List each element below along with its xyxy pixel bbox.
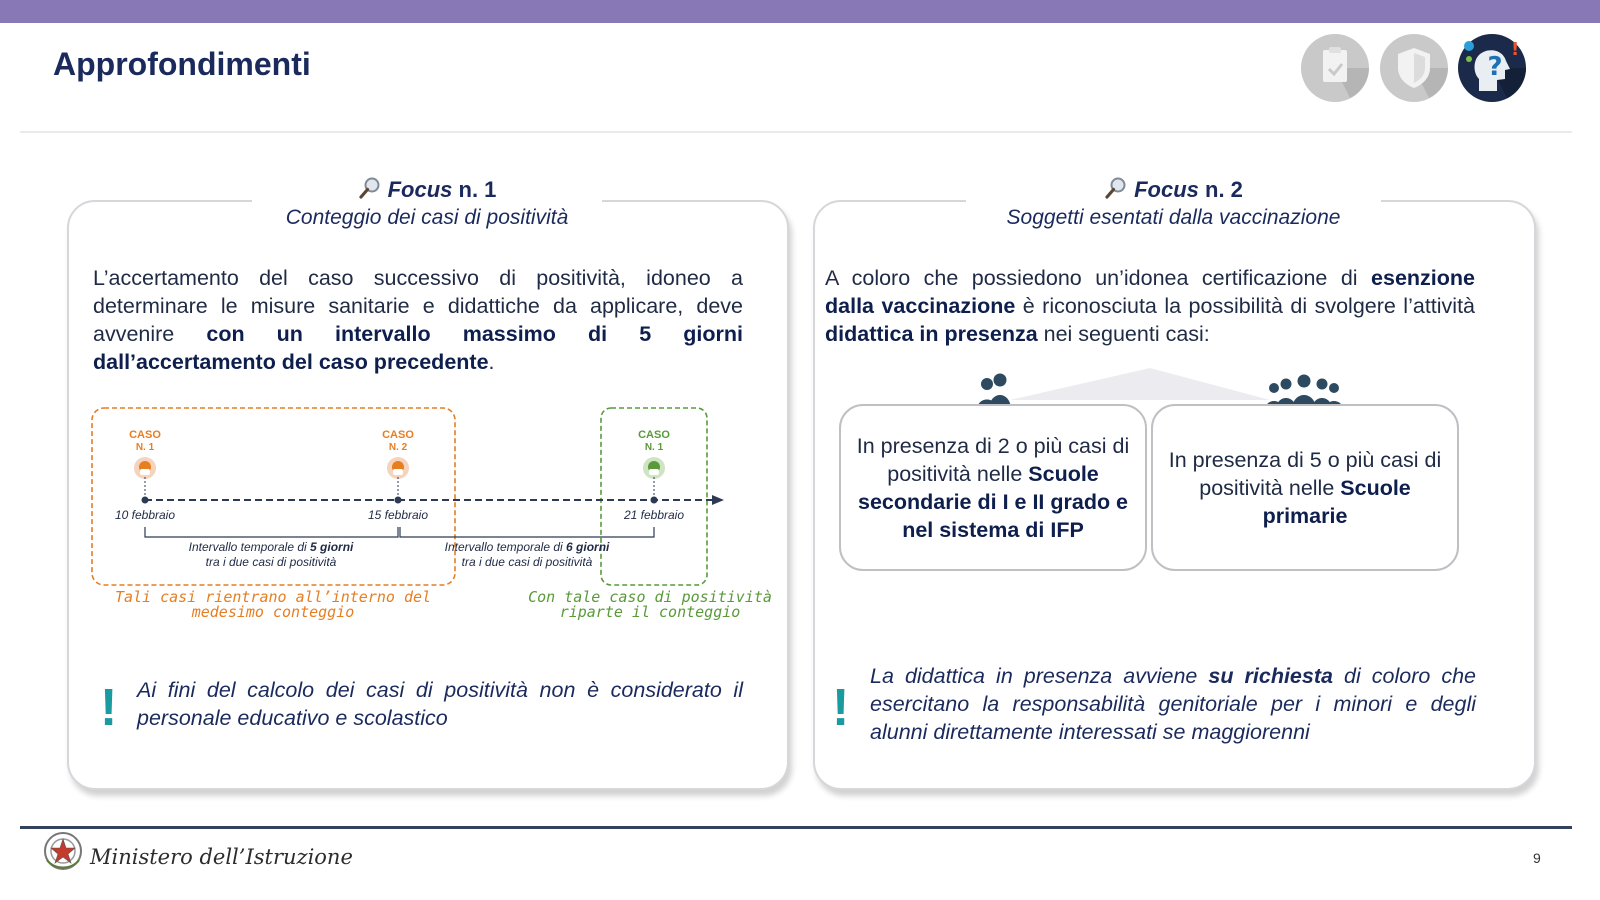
interval-1-subtext: tra i due casi di positività bbox=[205, 555, 337, 569]
case-3-label: CASO bbox=[638, 429, 670, 441]
green-note-line-2: riparte il conteggio bbox=[559, 603, 741, 621]
focus-1-note: Ai fini del calcolo dei casi di positività non è considerato il personale educativo e scolastico bbox=[137, 678, 743, 730]
case-box-primary: In presenza di 5 o più casi di positività nelle Scuole primarie bbox=[1151, 404, 1459, 571]
timeline-arrowhead bbox=[712, 495, 724, 505]
case-2-label: CASO bbox=[382, 429, 414, 441]
ministry-name: Ministero dell’Istruzione bbox=[90, 845, 353, 869]
positivity-timeline bbox=[90, 405, 772, 635]
magnifier-icon bbox=[1104, 176, 1128, 200]
masked-person-icon-3 bbox=[643, 457, 665, 479]
interval-bracket-1 bbox=[145, 527, 398, 537]
interval-bracket-2 bbox=[400, 527, 654, 537]
svg-text:?: ? bbox=[1487, 52, 1503, 82]
focus-1-heading bbox=[252, 176, 602, 232]
clipboard-check-icon bbox=[1300, 33, 1370, 103]
timeline-point-3 bbox=[651, 497, 658, 504]
date-2: 15 febbraio bbox=[367, 508, 429, 522]
header-divider bbox=[20, 131, 1572, 133]
focus-1-subtitle: Conteggio dei casi di positività bbox=[285, 206, 569, 229]
case-2-number: N. 2 bbox=[388, 442, 408, 453]
exclamation-icon: ! bbox=[832, 679, 850, 737]
republic-emblem-icon bbox=[42, 830, 84, 872]
interval-2-subtext: tra i due casi di positività bbox=[461, 555, 593, 569]
head-question-icon bbox=[1457, 33, 1527, 103]
focus-2-subtitle: Soggetti esentati dalla vaccinazione bbox=[1006, 206, 1341, 229]
focus-1-title: Focus n. 1 bbox=[266, 176, 588, 204]
interval-2-text: Intervallo temporale di 6 giorni bbox=[444, 540, 610, 554]
magnifier-icon bbox=[358, 176, 382, 200]
green-note-line-1: Con tale caso di positività bbox=[528, 588, 772, 606]
masked-person-icon-1 bbox=[134, 457, 156, 479]
shield-icon bbox=[1379, 33, 1449, 103]
page-number: 9 bbox=[1533, 850, 1541, 866]
focus-2-note: La didattica in presenza avviene su richiesta di coloro che esercitano la responsabilità genitoriale per i minori e degli alunni direttamente interessati se maggiorenni bbox=[870, 664, 1476, 744]
footer-divider bbox=[20, 826, 1572, 829]
focus-2-paragraph: A coloro che possiedono un’idonea certificazione di esenzione dalla vaccinazione è riconosciuta la possibilità di svolgere l’attività didattica in presenza nei seguenti casi: bbox=[825, 266, 1476, 346]
exclamation-icon: ! bbox=[100, 679, 118, 737]
case-box-secondary: In presenza di 2 o più casi di positività nelle Scuole secondarie di I e II grado e nel sistema di IFP bbox=[839, 404, 1147, 571]
focus-2-heading bbox=[966, 176, 1381, 232]
date-1: 10 febbraio bbox=[114, 508, 176, 522]
orange-note-line-1: Tali casi rientrano all’interno del bbox=[114, 588, 432, 606]
focus-2-title: Focus n. 2 bbox=[980, 176, 1367, 204]
date-3: 21 febbraio bbox=[623, 508, 685, 522]
top-accent-bar bbox=[0, 0, 1600, 23]
orange-note-line-2: medesimo conteggio bbox=[191, 603, 355, 621]
case-1-label: CASO bbox=[129, 429, 161, 441]
svg-text:!: ! bbox=[1511, 39, 1520, 60]
timeline-point-2 bbox=[395, 497, 402, 504]
case-1-number: N. 1 bbox=[135, 442, 155, 453]
timeline-point-1 bbox=[142, 497, 149, 504]
page-title: Approfondimenti bbox=[53, 46, 311, 82]
focus-1-paragraph: L’accertamento del caso successivo di positività, idoneo a determinare le misure sanitarie e didattiche da applicare, deve avvenire con un intervallo massimo di 5 giorni dall’accertamento del caso precedente. bbox=[93, 266, 743, 374]
case-3-number: N. 1 bbox=[644, 442, 664, 453]
masked-person-icon-2 bbox=[387, 457, 409, 479]
interval-1-text: Intervallo temporale di 5 giorni bbox=[188, 540, 354, 554]
